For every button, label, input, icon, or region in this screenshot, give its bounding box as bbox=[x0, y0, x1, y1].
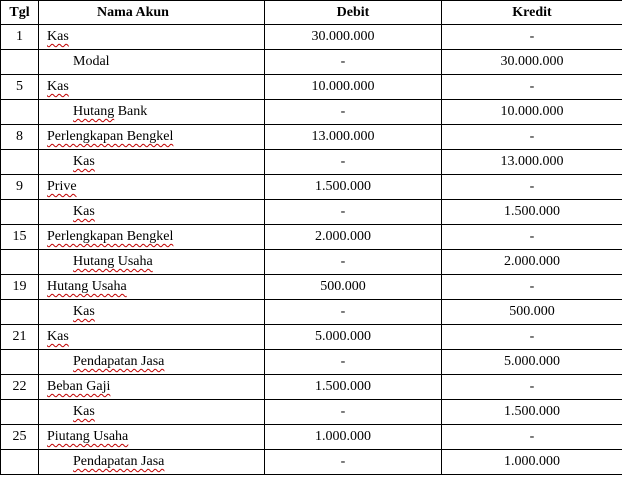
debit-account-name bbox=[39, 175, 265, 200]
credit-account-label: Kas bbox=[73, 304, 95, 319]
credit-empty: - bbox=[442, 325, 622, 350]
credit-account-name bbox=[39, 300, 265, 325]
header-kredit: Kredit bbox=[442, 1, 622, 25]
credit-empty: - bbox=[442, 75, 622, 100]
credit-account-name bbox=[39, 250, 265, 275]
entry-date-empty bbox=[1, 300, 39, 325]
credit-amount: 1.500.000 bbox=[442, 200, 622, 225]
debit-amount: 1.500.000 bbox=[265, 175, 442, 200]
debit-empty: - bbox=[265, 400, 442, 425]
credit-account-label: Kas bbox=[73, 154, 95, 169]
credit-amount: 1.500.000 bbox=[442, 400, 622, 425]
journal-row-debit bbox=[1, 125, 622, 150]
credit-account-name bbox=[39, 400, 265, 425]
credit-account-name bbox=[39, 50, 265, 75]
journal-row-credit bbox=[1, 50, 622, 75]
journal-row-credit bbox=[1, 100, 622, 125]
entry-date-empty bbox=[1, 200, 39, 225]
journal-row-debit bbox=[1, 375, 622, 400]
credit-account-label: Kas bbox=[73, 404, 95, 419]
credit-account-label: Pendapatan Jasa bbox=[73, 454, 165, 469]
debit-account-label: Prive bbox=[47, 179, 77, 194]
journal-header bbox=[1, 1, 622, 25]
debit-account-name bbox=[39, 25, 265, 50]
debit-account-label: Kas bbox=[47, 79, 69, 94]
debit-account-name bbox=[39, 425, 265, 450]
entry-date: 19 bbox=[1, 275, 39, 300]
debit-account-label: Piutang Usaha bbox=[47, 429, 129, 444]
journal-row-credit bbox=[1, 450, 622, 475]
journal-row-credit bbox=[1, 200, 622, 225]
journal-row-credit bbox=[1, 250, 622, 275]
journal-row-credit bbox=[1, 350, 622, 375]
entry-date: 5 bbox=[1, 75, 39, 100]
debit-account-name bbox=[39, 325, 265, 350]
debit-account-name bbox=[39, 125, 265, 150]
header-nama-akun: Nama Akun bbox=[39, 1, 265, 25]
journal-row-debit bbox=[1, 325, 622, 350]
credit-account-label: Kas bbox=[73, 204, 95, 219]
credit-empty: - bbox=[442, 25, 622, 50]
entry-date-empty bbox=[1, 150, 39, 175]
credit-account-word: Hutang bbox=[73, 104, 115, 119]
entry-date: 15 bbox=[1, 225, 39, 250]
credit-account-name bbox=[39, 150, 265, 175]
debit-account-label: Kas bbox=[47, 329, 69, 344]
debit-account-label: Perlengkapan Bengkel bbox=[47, 129, 174, 144]
debit-empty: - bbox=[265, 350, 442, 375]
entry-date: 8 bbox=[1, 125, 39, 150]
credit-empty: - bbox=[442, 225, 622, 250]
journal-body bbox=[1, 25, 622, 475]
entry-date: 25 bbox=[1, 425, 39, 450]
journal-row-debit bbox=[1, 225, 622, 250]
debit-amount: 30.000.000 bbox=[265, 25, 442, 50]
debit-empty: - bbox=[265, 200, 442, 225]
entry-date: 1 bbox=[1, 25, 39, 50]
entry-date-empty bbox=[1, 350, 39, 375]
debit-empty: - bbox=[265, 300, 442, 325]
debit-amount: 1.000.000 bbox=[265, 425, 442, 450]
credit-account-label: Hutang Bank bbox=[73, 104, 148, 119]
entry-date: 22 bbox=[1, 375, 39, 400]
credit-account-name bbox=[39, 200, 265, 225]
debit-amount: 1.500.000 bbox=[265, 375, 442, 400]
journal-row-debit bbox=[1, 25, 622, 50]
debit-empty: - bbox=[265, 250, 442, 275]
credit-amount: 500.000 bbox=[442, 300, 622, 325]
debit-empty: - bbox=[265, 100, 442, 125]
debit-amount: 5.000.000 bbox=[265, 325, 442, 350]
credit-amount: 1.000.000 bbox=[442, 450, 622, 475]
entry-date-empty bbox=[1, 450, 39, 475]
entry-date-empty bbox=[1, 50, 39, 75]
header-tgl: Tgl bbox=[1, 1, 39, 25]
debit-account-name bbox=[39, 225, 265, 250]
debit-amount: 13.000.000 bbox=[265, 125, 442, 150]
debit-amount: 500.000 bbox=[265, 275, 442, 300]
journal-row-debit bbox=[1, 275, 622, 300]
debit-empty: - bbox=[265, 50, 442, 75]
debit-empty: - bbox=[265, 450, 442, 475]
credit-account-name bbox=[39, 350, 265, 375]
credit-empty: - bbox=[442, 425, 622, 450]
journal-row-credit bbox=[1, 150, 622, 175]
credit-empty: - bbox=[442, 375, 622, 400]
credit-account-label: Pendapatan Jasa bbox=[73, 354, 165, 369]
credit-account-name bbox=[39, 100, 265, 125]
journal-row-debit bbox=[1, 175, 622, 200]
debit-account-label: Hutang Usaha bbox=[47, 279, 127, 294]
entry-date: 21 bbox=[1, 325, 39, 350]
header-debit: Debit bbox=[265, 1, 442, 25]
credit-amount: 5.000.000 bbox=[442, 350, 622, 375]
debit-account-name bbox=[39, 75, 265, 100]
credit-empty: - bbox=[442, 125, 622, 150]
entry-date: 9 bbox=[1, 175, 39, 200]
credit-account-name bbox=[39, 450, 265, 475]
credit-empty: - bbox=[442, 275, 622, 300]
credit-amount: 13.000.000 bbox=[442, 150, 622, 175]
debit-account-label: Perlengkapan Bengkel bbox=[47, 229, 174, 244]
header-row bbox=[1, 1, 622, 25]
journal-row-credit bbox=[1, 300, 622, 325]
debit-account-name bbox=[39, 375, 265, 400]
debit-account-label: Beban Gaji bbox=[47, 379, 111, 394]
journal-row-credit bbox=[1, 400, 622, 425]
journal-row-debit bbox=[1, 425, 622, 450]
credit-amount: 10.000.000 bbox=[442, 100, 622, 125]
credit-account-label: Modal bbox=[73, 54, 110, 69]
journal-row-debit bbox=[1, 75, 622, 100]
debit-account-name bbox=[39, 275, 265, 300]
entry-date-empty bbox=[1, 100, 39, 125]
debit-amount: 10.000.000 bbox=[265, 75, 442, 100]
debit-account-label: Kas bbox=[47, 29, 69, 44]
debit-amount: 2.000.000 bbox=[265, 225, 442, 250]
entry-date-empty bbox=[1, 250, 39, 275]
credit-account-label: Hutang Usaha bbox=[73, 254, 153, 269]
credit-amount: 30.000.000 bbox=[442, 50, 622, 75]
debit-empty: - bbox=[265, 150, 442, 175]
entry-date-empty bbox=[1, 400, 39, 425]
credit-amount: 2.000.000 bbox=[442, 250, 622, 275]
credit-empty: - bbox=[442, 175, 622, 200]
